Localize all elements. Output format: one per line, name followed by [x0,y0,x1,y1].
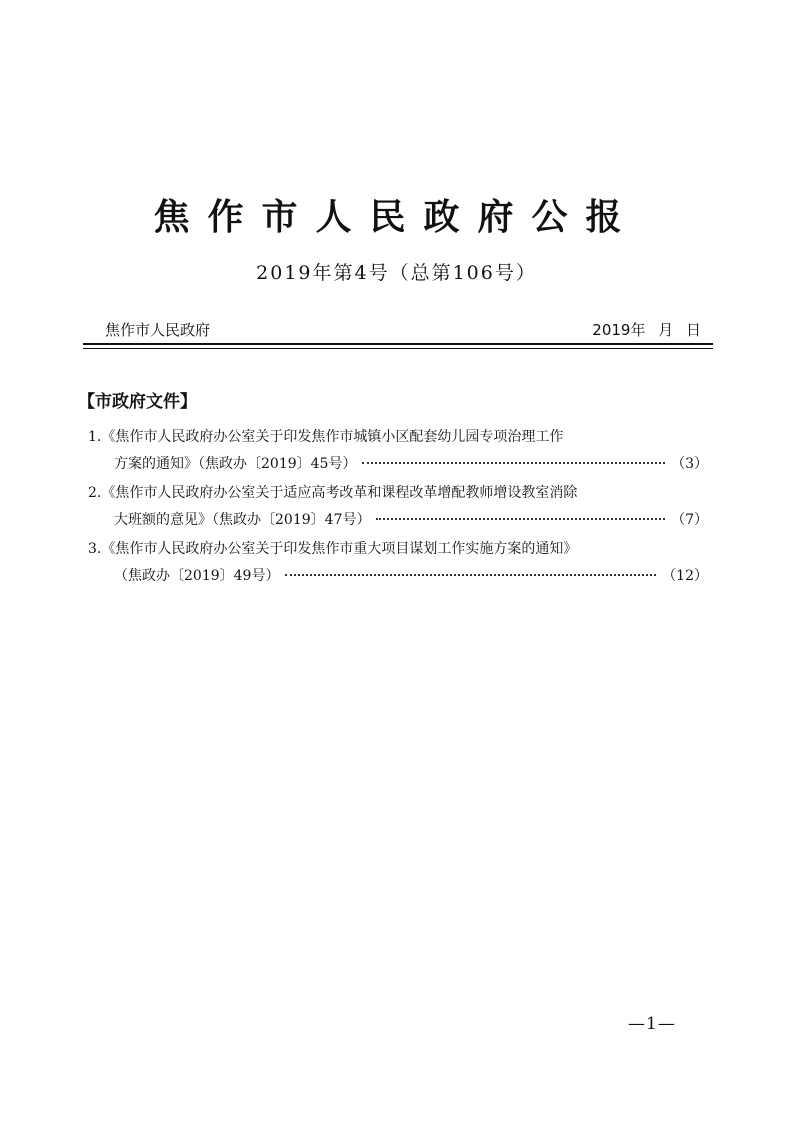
page-title: 焦作市人民政府公报 [153,197,640,238]
table-of-contents [88,424,708,592]
toc-entry-title-continued: （焦政办〔2019〕49号） [114,568,280,584]
toc-entry-title-continued: 方案的通知》（焦政办〔2019〕45号） [114,456,357,472]
toc-page-number: （3） [671,456,708,472]
masthead-rule-thick [83,343,713,345]
toc-entry-title: 1.《焦作市人民政府办公室关于印发焦作市城镇小区配套幼儿园专项治理工作 [88,429,564,445]
toc-entry-title: 3.《焦作市人民政府办公室关于印发焦作市重大项目谋划工作实施方案的通知》 [88,541,578,557]
toc-entry-3[interactable] [88,536,708,590]
toc-page-number: （7） [671,512,708,528]
publication-date: 2019年 月 日 [592,321,701,339]
issue-number: 2019年第4号（总第106号） [256,262,537,284]
section-heading: 【市政府文件】 [78,392,197,412]
toc-entry-title-continued: 大班额的意见》（焦政办〔2019〕47号） [114,512,371,528]
dot-leader [285,574,656,576]
dot-leader [362,462,665,464]
dot-leader [376,518,665,520]
toc-page-number: （12） [662,568,708,584]
toc-entry-2[interactable] [88,480,708,534]
toc-entry-1[interactable] [88,424,708,478]
toc-entry-title: 2.《焦作市人民政府办公室关于适应高考改革和课程改革增配教师增设教室消除 [88,485,578,501]
publisher-name: 焦作市人民政府 [105,321,211,339]
page-number: —1— [628,1014,676,1034]
masthead [83,318,713,342]
masthead-rule-thin [83,348,713,349]
